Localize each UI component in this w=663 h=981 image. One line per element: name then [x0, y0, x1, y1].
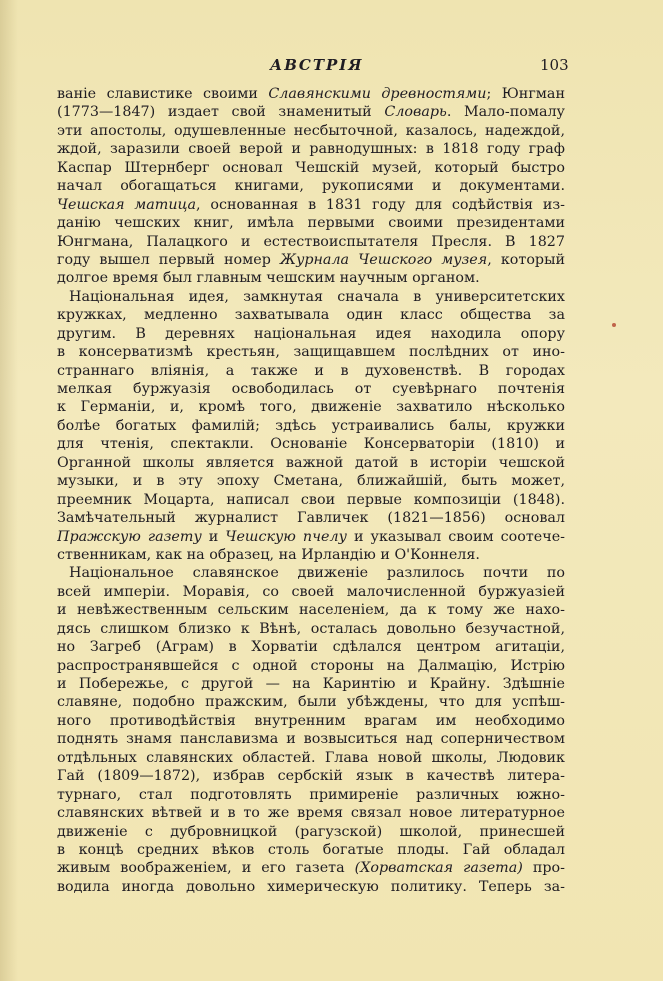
text-run: водила иногда довольно химерическую политику. Теперь за- [57, 878, 565, 895]
text-run: и невѣжественным сельским населеніем, да к тому же нахо- [57, 602, 565, 619]
text-line [57, 325, 565, 343]
text-run: долгое время был главным чешским научным органом. [57, 270, 480, 287]
text-line [57, 85, 565, 103]
text-run: Національная идея, замкнутая сначала в университетских [69, 288, 565, 305]
text-line [57, 546, 565, 564]
text-run: славяне, подобно пражским, были убѣждены, что для успѣш- [57, 694, 565, 711]
text-line [57, 509, 565, 527]
text-run: Органной школы является важной датой в исторіи чешской [57, 454, 565, 471]
italic-title: Славянскими древностями [268, 86, 487, 102]
text-line [57, 786, 565, 804]
text-run: Національное славянское движеніе разлилось почти по [69, 565, 565, 582]
text-line [57, 749, 565, 767]
text-run: в концѣ средних вѣков столь богатые плоды. Гай обладал [57, 841, 565, 858]
ink-speck [612, 323, 616, 327]
text-run: всей имперіи. Моравія, со своей малочисленной буржуазіей [57, 583, 565, 600]
text-line [57, 417, 565, 435]
text-line [57, 657, 565, 675]
text-run: про- [522, 860, 565, 877]
body-text [57, 85, 565, 896]
text-run: к Германіи, и, кромѣ того, движеніе захватило нѣсколько [57, 399, 565, 416]
italic-title: Чешскую пчелу [225, 528, 347, 545]
italic-title: Словарь [384, 104, 447, 121]
text-line [57, 712, 565, 730]
text-line [57, 601, 565, 619]
page-number: 103 [540, 56, 569, 74]
text-run: и указывал своим соотече- [346, 528, 565, 545]
text-run: отдѣльных славянских областей. Глава новой школы, Людовик [57, 749, 565, 766]
text-line [57, 140, 565, 158]
text-line [57, 269, 565, 287]
text-run: (1773—1847) издает свой знаменитый [57, 104, 385, 121]
running-head: АВСТРІЯ [270, 56, 364, 74]
text-run: эти апостолы, одушевленные несбыточной, казалось, надеждой, [57, 122, 565, 139]
text-run: в консерватизмѣ крестьян, защищавшем послѣдних от ино- [57, 344, 565, 361]
text-run: но Загреб (Аграм) в Хорватіи сдѣлался центром агитаціи, [57, 639, 565, 656]
text-line [57, 306, 565, 324]
text-line [57, 878, 565, 896]
italic-title: (Хорватская газета) [354, 860, 523, 877]
text-line [57, 859, 565, 877]
text-run: музыки, и в эту эпоху Сметана, ближайшій, быть может, [57, 473, 565, 490]
italic-title: Пражскую газету [57, 528, 202, 545]
text-line [57, 233, 565, 251]
text-line [57, 103, 565, 121]
page-header [0, 56, 663, 76]
italic-title: Журнала Чешского музея [280, 251, 488, 268]
text-run: данію чешских книг, имѣла первыми своими президентами [57, 215, 565, 232]
text-run: Юнгмана, Палацкого и естествоиспытателя Пресля. В 1827 [57, 233, 565, 250]
text-line [57, 398, 565, 416]
text-line [57, 159, 565, 177]
text-run: Каспар Штернберг основал Чешскій музей, который быстро [57, 159, 565, 176]
text-run: кружках, медленно захватывала один класс общества за [57, 307, 565, 324]
text-line [57, 528, 565, 546]
text-line [57, 196, 565, 214]
text-run: мелкая буржуазія освободилась от суевѣрнаго почтенія [57, 381, 565, 397]
text-line [57, 675, 565, 693]
text-run: , основанная в 1831 году для содѣйствія из- [196, 196, 565, 213]
text-run: ваніе славистике своими [57, 86, 269, 102]
text-run: преемник Моцарта, написал свои первые композиціи (1848). [57, 491, 565, 508]
text-run: славянских вѣтвей и в то же время связал новое литературное [57, 805, 565, 822]
text-run: . Мало-помалу [446, 104, 565, 121]
text-line [57, 435, 565, 453]
text-run: другим. В деревнях національная идея находила опору [57, 325, 565, 342]
text-line [57, 362, 565, 380]
text-run: Замѣчательный журналист Гавличек (1821—1856) основал [57, 510, 565, 527]
text-run: ного противодѣйствія внутренним врагам им необходимо [57, 712, 565, 729]
page-spine-shadow [0, 0, 18, 981]
text-run: поднять знамя панславизма и возвыситься над соперничеством [57, 731, 565, 748]
text-line [57, 288, 565, 306]
text-run: году вышел первый номер [57, 251, 280, 268]
text-line [57, 620, 565, 638]
text-line [57, 251, 565, 269]
text-run: болѣе богатых фамилій; здѣсь устраивались балы, кружки [57, 417, 565, 434]
text-run: и [201, 528, 226, 545]
text-run: дясь слишком близко к Вѣнѣ, осталась довольно безучастной, [57, 620, 565, 637]
text-run: Гай (1809—1872), избрав сербскій язык в качествѣ литера- [57, 768, 565, 785]
text-run: страннаго вліянія, а также и в духовенствѣ. В городах [57, 362, 565, 379]
text-line [57, 564, 565, 582]
text-run: живым воображеніем, и его газета [57, 860, 355, 877]
text-run: ; Юнгман [486, 86, 565, 102]
text-line [57, 638, 565, 656]
text-run: ждой, заразили своей верой и равнодушных: в 1818 году граф [57, 141, 565, 158]
text-run: турнаго, стал подготовлять примиреніе различных южно- [57, 786, 565, 803]
text-line [57, 693, 565, 711]
text-line [57, 583, 565, 601]
text-run: и Побережье, с другой — на Каринтію и Крайну. Здѣшніе [57, 676, 565, 692]
text-run: для чтенія, спектакли. Основаніе Консерваторіи (1810) и [57, 436, 565, 453]
text-line [57, 730, 565, 748]
text-line [57, 491, 565, 509]
italic-title: Чешская матица [57, 196, 197, 213]
text-line [57, 122, 565, 140]
text-line [57, 380, 565, 398]
text-run: начал обогащаться книгами, рукописями и документами. [57, 178, 565, 195]
text-run: ственникам, как на образец, на Ирландію и О'Коннеля. [57, 546, 480, 563]
text-line [57, 841, 565, 859]
text-line [57, 804, 565, 822]
text-run: , который [487, 251, 565, 268]
text-line [57, 343, 565, 361]
text-run: распространявшейся с одной стороны на Далмацію, Истрію [57, 657, 565, 674]
text-line [57, 177, 565, 195]
text-line [57, 214, 565, 232]
text-line [57, 823, 565, 841]
text-line [57, 767, 565, 785]
text-line [57, 454, 565, 472]
text-run: движеніе с дубровницкой (рагузской) школой, принесшей [57, 823, 565, 840]
text-line [57, 472, 565, 490]
